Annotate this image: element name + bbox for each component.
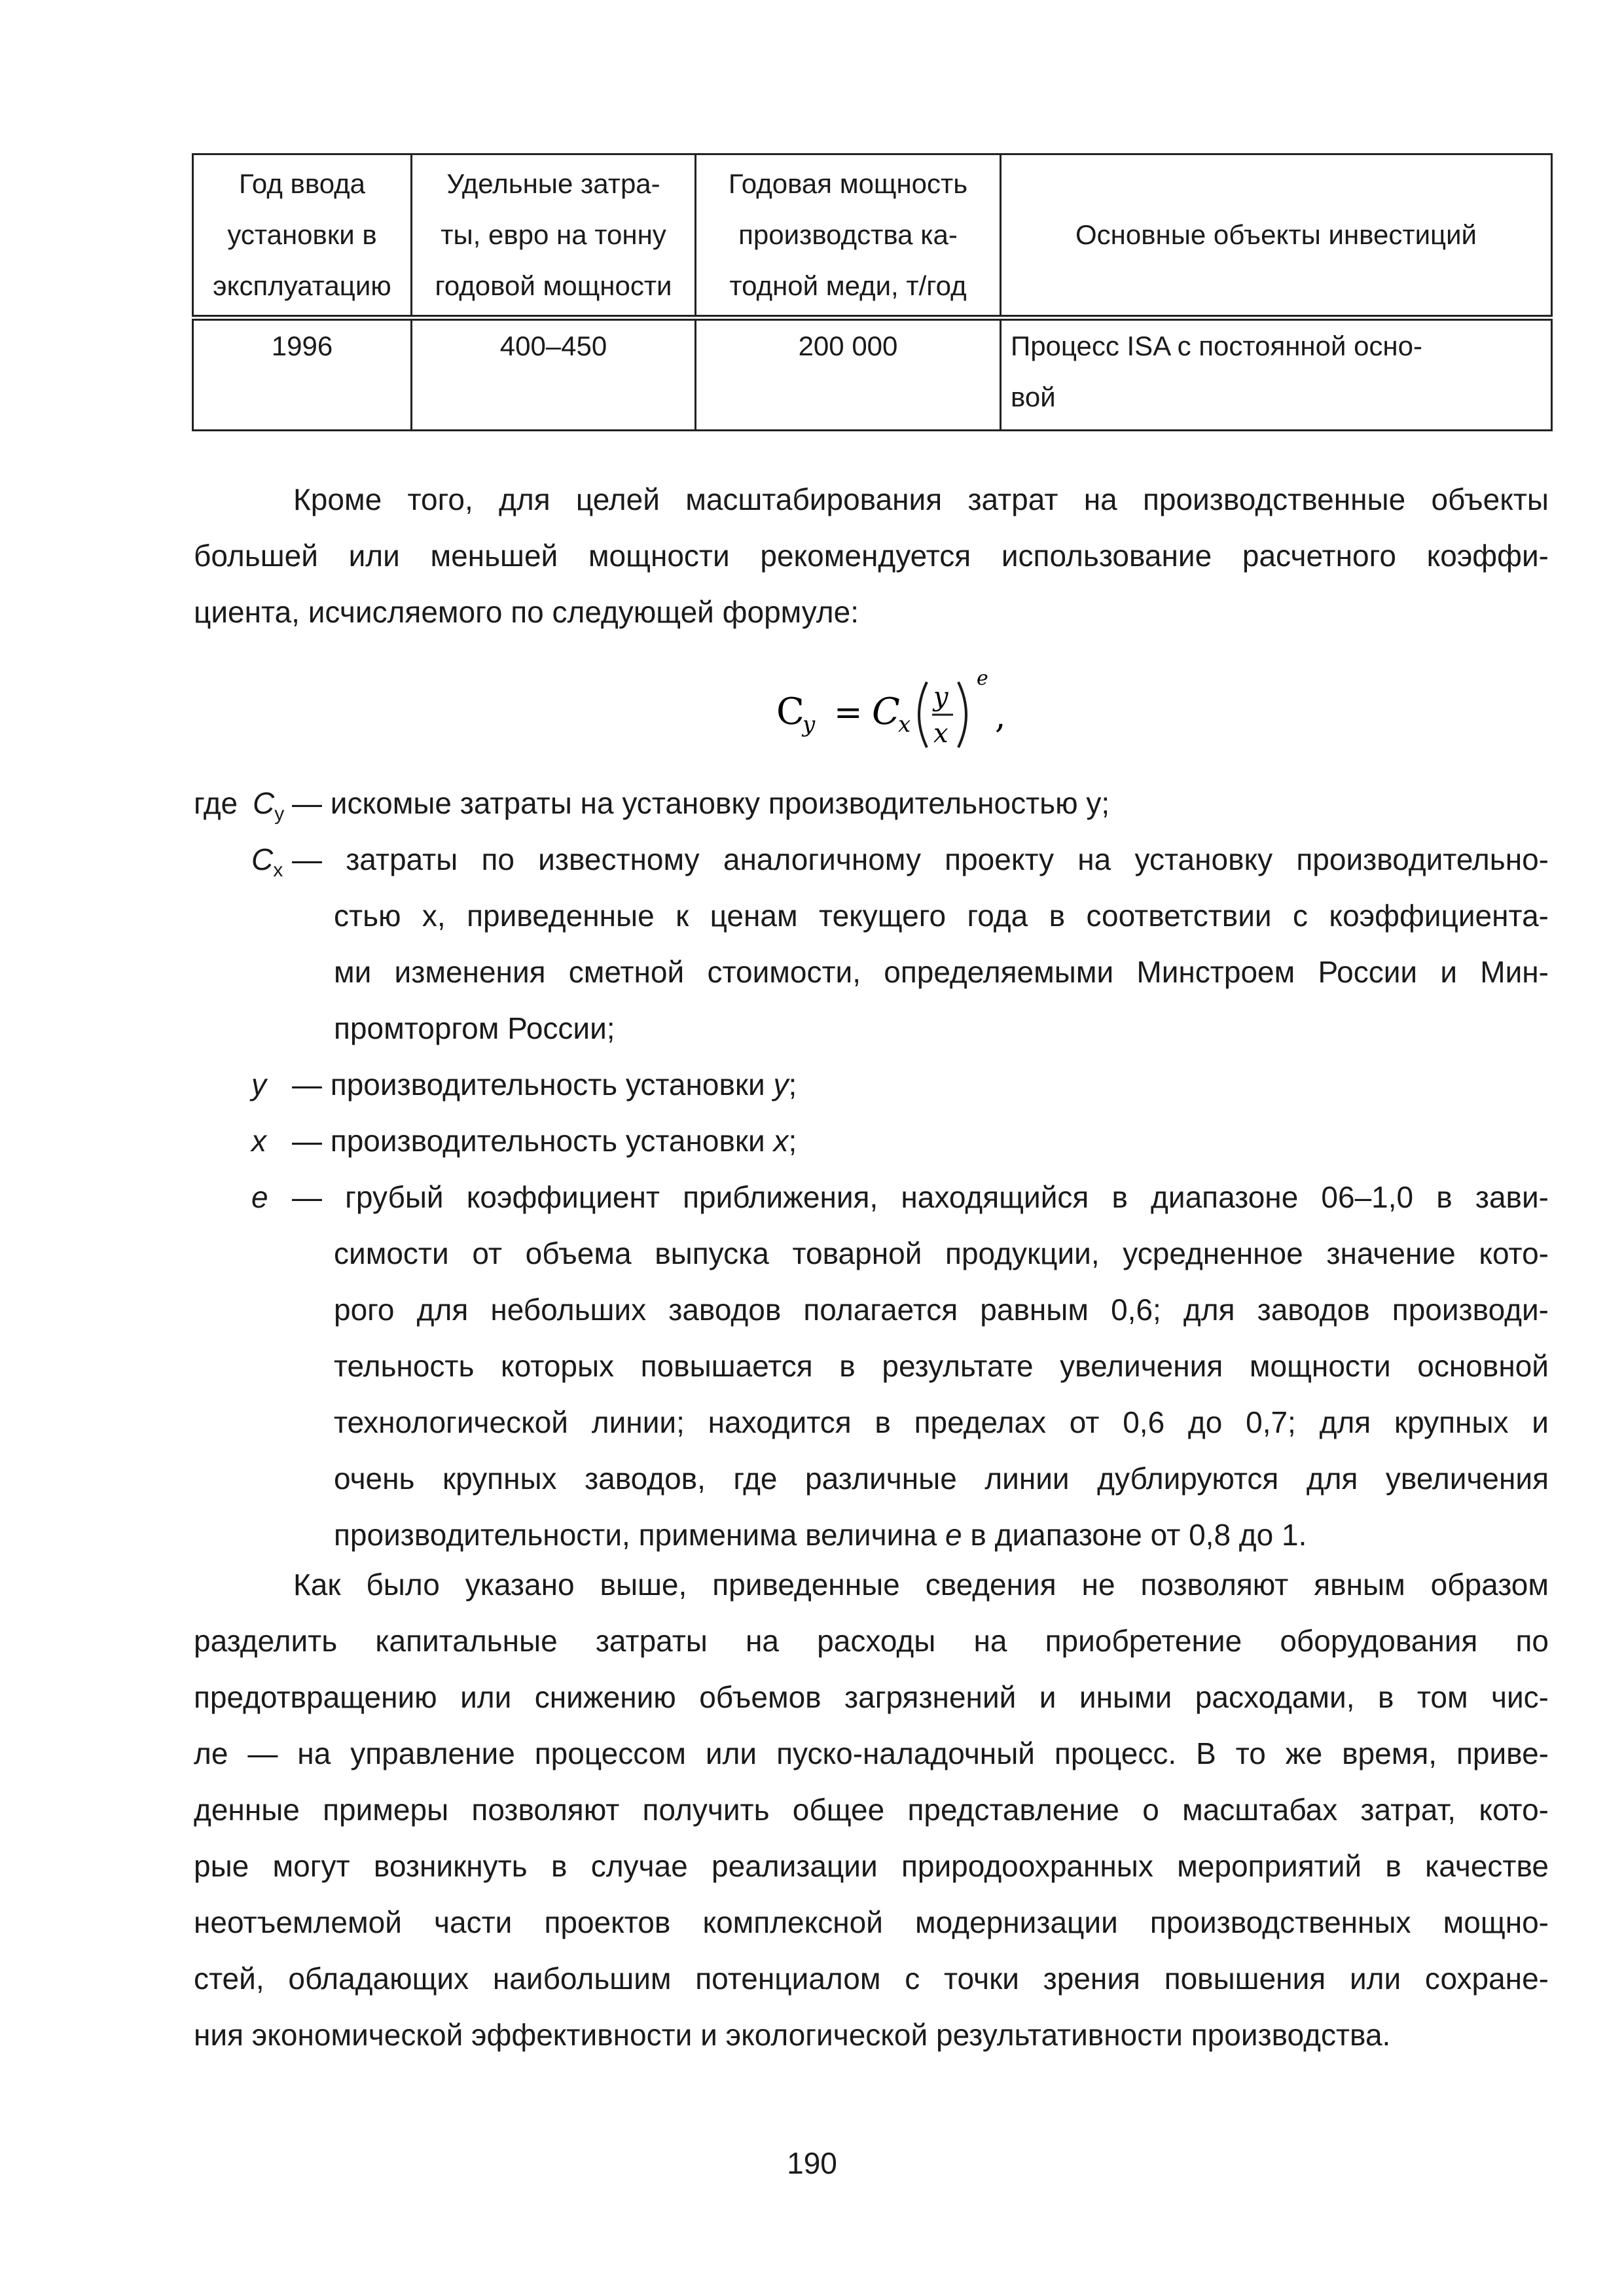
formula-lhs: C: [776, 691, 804, 733]
text-line: симости от объема выпуска товарной продукции, усредненное значение кото-: [334, 1236, 1549, 1270]
header-line: тодной меди, т/год: [729, 270, 967, 301]
table-header-row: [193, 154, 1552, 318]
page-number: 190: [787, 2146, 837, 2180]
text-line: циента, исчисляемого по следующей формуле:: [194, 595, 859, 629]
text-line: [194, 1507, 1549, 1563]
definition-e: [194, 1169, 1549, 1563]
text-line: стей, обладающих наибольшим потенциалом с точки зрения повышения или сохране-: [194, 1962, 1549, 1996]
definitions-list: [194, 775, 1549, 1563]
symbol-c: C: [253, 786, 275, 820]
investment-table: [192, 153, 1553, 431]
definition-text-main: — производительность установки: [292, 1067, 765, 1102]
definition-symbol: x: [251, 1124, 266, 1158]
text-line: Как было указано выше, приведенные сведения не позволяют явным образом: [293, 1568, 1549, 1602]
text-line: ния экономической эффективности и экологической результативности производства.: [194, 2018, 1391, 2052]
definition-y: [194, 1056, 1549, 1113]
cell-cost: 400–450: [412, 318, 696, 431]
symbol-sub: x: [273, 859, 283, 882]
cell-objects-line: Процесс ISA с постоянной осно-: [1011, 331, 1422, 361]
text-line: рые могут возникнуть в случае реализации природоохранных мероприятий в качестве: [194, 1849, 1549, 1883]
text-line: предотвращению или снижению объемов загрязнений и иными расходами, в том чис-: [194, 1680, 1549, 1714]
header-line: годовой мощности: [435, 270, 672, 301]
text-line: стью x, приведенные к ценам текущего года в соответствии с коэффициента-: [334, 899, 1549, 933]
text-fragment: производительности, применима величина: [334, 1518, 937, 1552]
definition-text: — искомые затраты на установку производительностью y;: [292, 786, 1110, 820]
header-capacity: [696, 154, 1001, 318]
definition-text-main: — производительность установки: [292, 1124, 765, 1158]
text-line: большей или меньшей мощности рекомендуется использование расчетного коэффи-: [194, 539, 1549, 573]
cell-objects-line: вой: [1011, 382, 1056, 412]
table-row: [193, 318, 1552, 431]
formula-exponent: e: [977, 667, 988, 690]
text-line: — затраты по известному аналогичному проекту на установку производительно-: [292, 842, 1549, 876]
text-line: — грубый коэффициент приближения, находящийся в диапазоне 06–1,0 в зави-: [292, 1180, 1549, 1214]
formula-rhs: C: [872, 691, 900, 733]
header-line: Основные объекты инвестиций: [1075, 219, 1477, 250]
cell-objects: [1001, 318, 1552, 431]
header-year: [193, 154, 412, 318]
scaling-formula: [772, 662, 1034, 754]
definition-var: y: [773, 1067, 789, 1102]
formula-denominator: x: [933, 719, 948, 749]
where-word: где: [194, 786, 238, 820]
definition-cx: [194, 831, 1549, 1056]
text-line: промторгом России;: [334, 1011, 615, 1045]
symbol-c: C: [251, 842, 274, 876]
left-paren: [919, 682, 927, 747]
text-line: Кроме того, для целей масштабирования затрат на производственные объекты: [293, 482, 1549, 516]
paragraph-scaling: [194, 471, 1549, 640]
header-cost: [412, 154, 696, 318]
definition-symbol: [251, 831, 283, 899]
text-line: технологической линии; находится в пределах от 0,6 до 0,7; для крупных и: [334, 1405, 1549, 1439]
header-line: эксплуатацию: [213, 270, 391, 301]
definition-text: [292, 1113, 797, 1169]
text-line: рого для небольших заводов полагается равным 0,6; для заводов производи-: [334, 1293, 1549, 1327]
header-line: Удельные затра-: [446, 168, 660, 199]
definition-var: e: [945, 1518, 962, 1552]
header-line: Год ввода: [239, 168, 365, 199]
definition-x: [194, 1113, 1549, 1169]
text-line: ле — на управление процессом или пуско-наладочный процесс. В то же время, приве-: [194, 1736, 1549, 1770]
definition-cy: [194, 775, 1549, 831]
definition-symbol: e: [251, 1180, 268, 1214]
definition-text: [292, 1056, 797, 1113]
formula-rhs-sub: x: [898, 711, 911, 738]
formula-trail: ,: [995, 697, 1006, 736]
definition-var: x: [773, 1124, 789, 1158]
cell-capacity: 200 000: [696, 318, 1001, 431]
formula-eq: =: [834, 693, 863, 732]
text-line: тельность которых повышается в результате увеличения мощности основной: [334, 1349, 1549, 1383]
definition-end: ;: [788, 1124, 797, 1158]
header-line: установки в: [227, 219, 377, 250]
formula-numerator: y: [933, 682, 948, 712]
header-line: ты, евро на тонну: [441, 219, 666, 250]
header-line: производства ка-: [738, 219, 958, 250]
text-line: очень крупных заводов, где различные линии дублируются для увеличения: [334, 1462, 1549, 1496]
paragraph-conclusion: [194, 1556, 1549, 2063]
right-paren: [958, 682, 966, 747]
definition-end: ;: [788, 1067, 797, 1102]
text-line: денные примеры позволяют получить общее представление о масштабах затрат, кото-: [194, 1793, 1549, 1827]
symbol-sub: y: [274, 803, 285, 825]
text-line: ми изменения сметной стоимости, определяемыми Минстроем России и Мин-: [334, 955, 1549, 989]
text-line: разделить капитальные затраты на расходы на приобретение оборудования по: [194, 1624, 1549, 1658]
text-line: неотъемлемой части проектов комплексной модернизации производственных мощно-: [194, 1905, 1549, 1939]
definition-symbol: y: [251, 1067, 266, 1102]
text-fragment: в диапазоне от 0,8 до 1.: [970, 1518, 1307, 1552]
cell-year: 1996: [193, 318, 412, 431]
formula-lhs-sub: y: [803, 711, 816, 738]
header-objects: [1001, 154, 1552, 318]
header-line: Годовая мощность: [728, 168, 968, 199]
